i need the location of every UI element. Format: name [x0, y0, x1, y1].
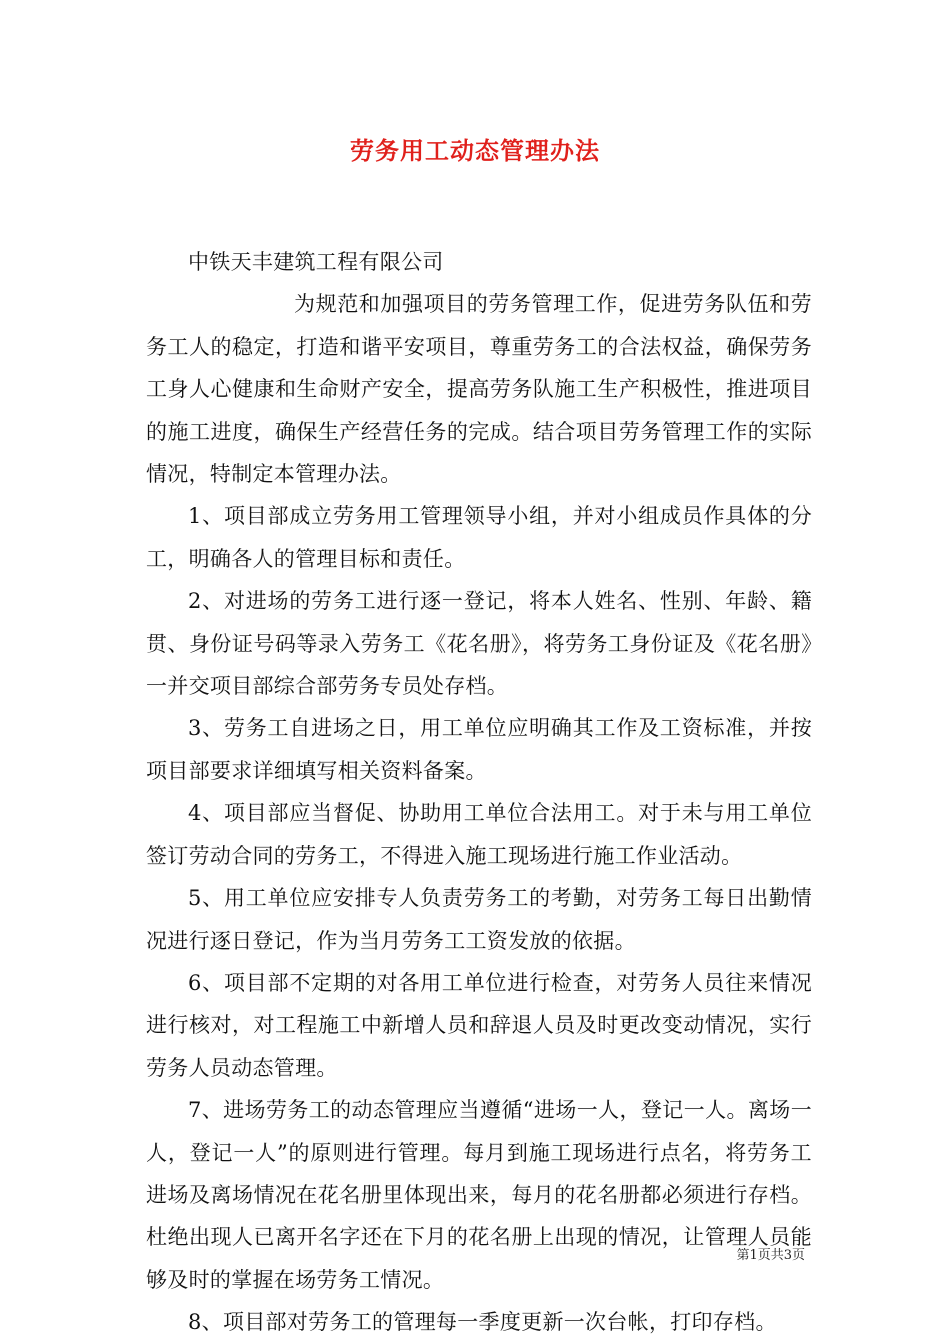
clause-paragraph: 3、劳务工自进场之日，用工单位应明确其工作及工资标准，并按项目部要求详细填写相关资料备案。: [146, 716, 812, 783]
intro-paragraph: 为规范和加强项目的劳务管理工作，促进劳务队伍和劳务工人的稳定，打造和谐平安项目，尊重劳务工的合法权益，确保劳务工身人心健康和生命财产安全，提高劳务队施工生产积极性，推进项目的施工进度，确保生产经营任务的完成。结合项目劳务管理工作的实际情况，特制定本管理办法。: [146, 292, 812, 487]
page-title: 劳务用工动态管理办法: [350, 136, 600, 165]
clause-paragraph: 8、项目部对劳务工的管理每一季度更新一次台帐，打印存档。: [188, 1310, 777, 1335]
document-body: [146, 241, 812, 1344]
clause-paragraph: 1、项目部成立劳务用工管理领导小组，并对小组成员作具体的分工，明确各人的管理目标和责任。: [146, 504, 812, 571]
clause-paragraph: 4、项目部应当督促、协助用工单位合法用工。对于未与用工单位签订劳动合同的劳务工，不得进入施工现场进行施工作业活动。: [146, 801, 812, 868]
clause-paragraph: 7、进场劳务工的动态管理应当遵循“进场一人，登记一人。离场一人，登记一人”的原则进行管理。每月到施工现场进行点名，将劳务工进场及离场情况在花名册里体现出来，每月的花名册都必须进行存档。杜绝出现人已离开名字还在下月的花名册上出现的情况，让管理人员能够及时的掌握在场劳务工情况。: [146, 1098, 812, 1292]
clause-paragraph: 2、对进场的劳务工进行逐一登记，将本人姓名、性别、年龄、籍贯、身份证号码等录入劳务工《花名册》，将劳务工身份证及《花名册》一并交项目部综合部劳务专员处存档。: [146, 589, 812, 699]
clause-paragraph: 6、项目部不定期的对各用工单位进行检查，对劳务人员往来情况进行核对，对工程施工中新增人员和辞退人员及时更改变动情况，实行劳务人员动态管理。: [146, 970, 812, 1080]
company-name: 中铁天丰建筑工程有限公司: [188, 250, 444, 274]
clause-paragraph: 5、用工单位应安排专人负责劳务工的考勤，对劳务工每日出勤情况进行逐日登记，作为当月劳务工工资发放的依据。: [146, 886, 812, 953]
page-number: 第1页共3页: [736, 1248, 805, 1263]
